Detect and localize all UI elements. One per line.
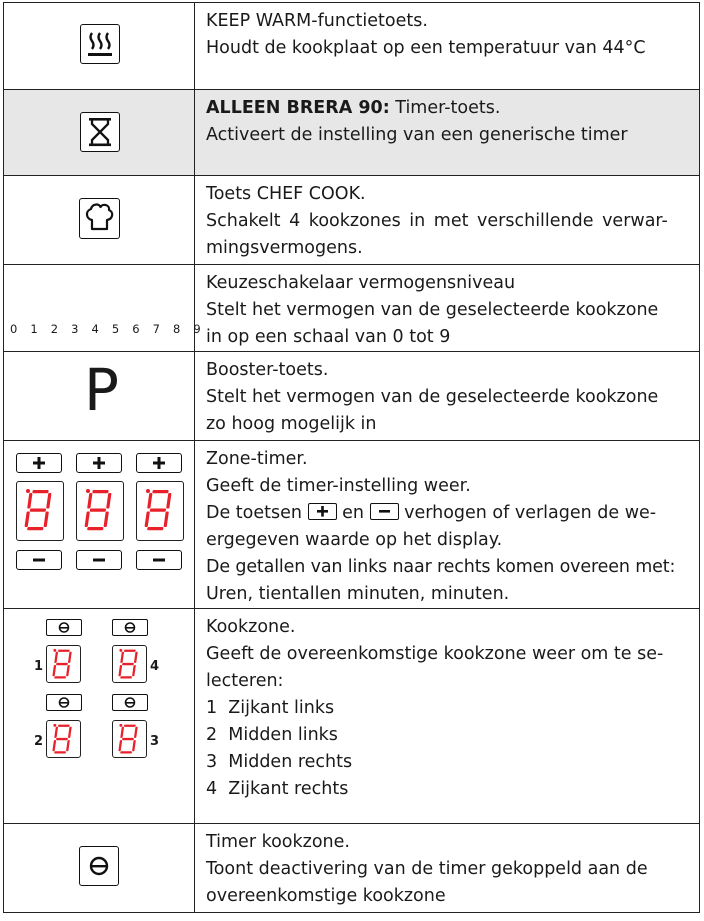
zone-timer-icon — [79, 846, 119, 886]
desc-line: Stelt het vermogen van de geselecteerde kookzone — [206, 387, 659, 407]
icon-cell — [4, 90, 195, 176]
zone-number: 3 — [150, 734, 160, 749]
plus-button[interactable] — [16, 453, 62, 473]
zone-list-item: 3 Midden rechts — [206, 752, 353, 772]
zone-timer-icon[interactable] — [46, 619, 82, 636]
icon-cell — [4, 609, 195, 824]
keys-mid: en — [336, 503, 370, 523]
plus-button[interactable] — [76, 453, 122, 473]
description-cell — [195, 824, 700, 913]
description-cell — [195, 3, 700, 90]
description-cell — [195, 176, 700, 265]
minus-button[interactable] — [76, 550, 122, 570]
title-line: Timer-toets. — [389, 98, 501, 118]
row-keep-warm — [4, 3, 700, 90]
row-power-level — [4, 265, 700, 352]
row-zone-timer — [4, 441, 700, 609]
icon-cell — [4, 265, 206, 352]
keys-pre: De toetsen — [206, 503, 308, 523]
booster-icon: P — [84, 356, 119, 424]
row-booster — [4, 352, 700, 441]
keys-post: verhogen of verlagen de we- — [398, 503, 657, 523]
description-cell — [195, 609, 700, 824]
icon-cell — [4, 3, 195, 90]
zone-number: 1 — [34, 659, 44, 674]
hourglass-icon — [80, 112, 120, 152]
plus-button[interactable] — [136, 453, 182, 473]
title-line: Toets CHEF COOK. — [206, 184, 366, 204]
desc-line: Geeft de overeenkomstige kookzone weer om te se- — [206, 644, 664, 664]
description-cell — [195, 352, 700, 441]
description-cell — [195, 265, 700, 352]
minus-key-icon — [370, 503, 399, 520]
row-zone-timer-key — [4, 824, 700, 913]
desc-line: Activeert de instelling van een generische timer — [206, 125, 628, 145]
row-timer — [4, 90, 700, 176]
title-line: Booster-toets. — [206, 360, 329, 380]
zone-list-item: 1 Zijkant links — [206, 698, 335, 718]
title-line: Keuzeschakelaar vermogensniveau — [206, 273, 516, 293]
icon-cell — [4, 441, 195, 609]
description-cell — [195, 90, 700, 176]
desc-line: Geeft de timer-instelling weer. — [206, 476, 471, 496]
title-line: Zone-timer. — [206, 449, 308, 469]
zone-list-item: 2 Midden links — [206, 725, 338, 745]
plus-key-icon — [308, 503, 337, 520]
keys-line — [206, 500, 688, 527]
title-line: KEEP WARM-functietoets. — [206, 11, 428, 31]
icon-cell — [4, 824, 195, 913]
power-level-scale: 0 1 2 3 4 5 6 7 8 9 — [10, 322, 206, 336]
keep-warm-icon — [80, 24, 120, 64]
desc-line: Uren, tientallen minuten, minuten. — [206, 584, 510, 604]
function-table — [3, 2, 700, 913]
timer-digit-tens-minutes — [76, 481, 124, 541]
zone-display-1[interactable] — [46, 645, 81, 683]
model-prefix: ALLEEN BRERA 90: — [206, 98, 390, 118]
zone-number: 2 — [34, 734, 44, 749]
desc-line: Schakelt 4 kookzones in met verschillende verwar- — [206, 211, 668, 231]
description-cell — [195, 441, 700, 609]
zone-display-4[interactable] — [112, 645, 147, 683]
minus-button[interactable] — [16, 550, 62, 570]
desc-line: De getallen van links naar rechts komen overeen met: — [206, 557, 676, 577]
row-chef-cook — [4, 176, 700, 265]
desc-line: zo hoog mogelijk in — [206, 414, 377, 434]
title-line: Kookzone. — [206, 617, 296, 637]
zone-list-item: 4 Zijkant rechts — [206, 779, 349, 799]
icon-cell — [4, 176, 195, 265]
desc-line: mingsvermogens. — [206, 238, 363, 258]
zone-display-3[interactable] — [112, 720, 147, 758]
timer-digit-hours — [16, 481, 64, 541]
zone-timer-icon[interactable] — [112, 619, 148, 636]
zone-timer-icon[interactable] — [46, 694, 82, 711]
zone-number: 4 — [150, 659, 160, 674]
title-line: Timer kookzone. — [206, 832, 350, 852]
desc-line: lecteren: — [206, 671, 284, 691]
desc-line: in op een schaal van 0 tot 9 — [206, 327, 451, 347]
desc-line: overeenkomstige kookzone — [206, 886, 446, 906]
zone-display-2[interactable] — [46, 720, 81, 758]
desc-line: Stelt het vermogen van de geselecteerde kookzone — [206, 300, 659, 320]
icon-cell — [4, 352, 195, 441]
row-cooking-zone — [4, 609, 700, 824]
desc-line: Toont deactivering van de timer gekoppeld aan de — [206, 859, 648, 879]
desc-line: Houdt de kookplaat op een temperatuur van 44°C — [206, 38, 646, 58]
zone-timer-icon[interactable] — [112, 694, 148, 711]
desc-line: ergegeven waarde op het display. — [206, 530, 503, 550]
chef-hat-icon — [79, 198, 120, 239]
timer-digit-minutes — [136, 481, 184, 541]
minus-button[interactable] — [136, 550, 182, 570]
